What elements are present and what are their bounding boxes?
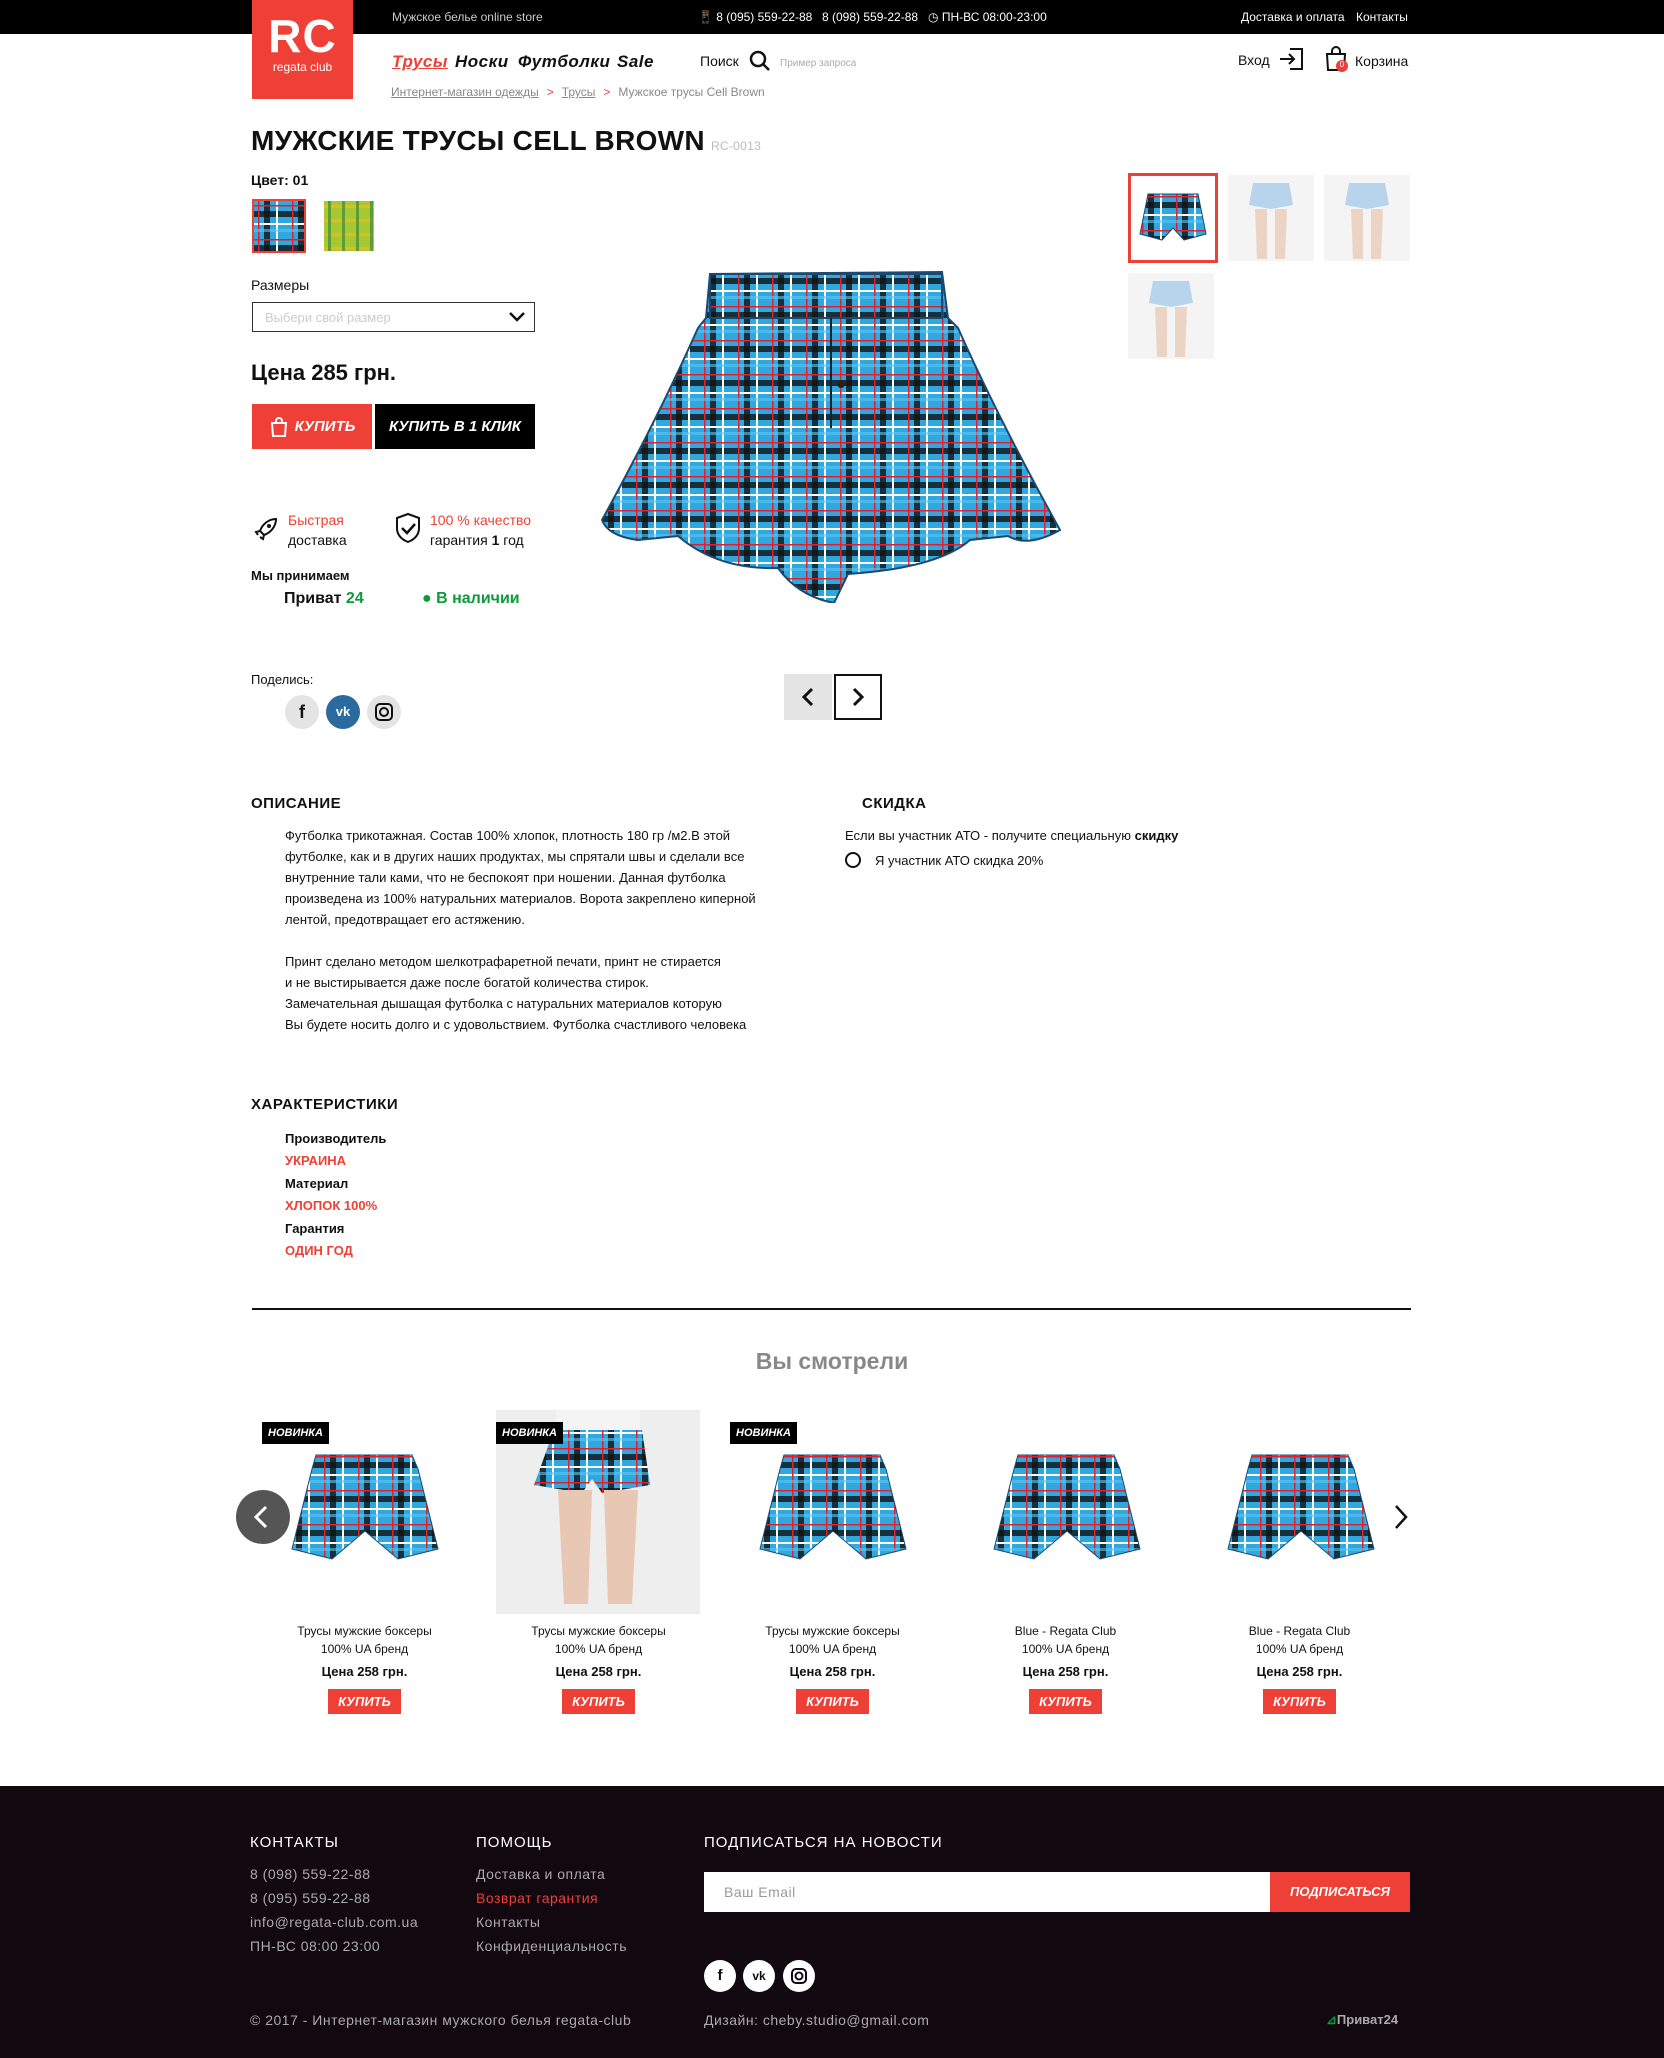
- discount-title: СКИДКА: [862, 795, 927, 812]
- share-label: Поделись:: [251, 672, 314, 687]
- login-icon[interactable]: [1278, 47, 1304, 71]
- stock-status: ● В наличии: [422, 590, 520, 607]
- footer-news-title: ПОДПИСАТЬСЯ НА НОВОСТИ: [704, 1834, 943, 1851]
- fast-delivery: Быстрая доставка: [288, 512, 347, 548]
- discount-text: Если вы участник АТО - получите специальную скидку: [845, 828, 1179, 843]
- thumbnail-4[interactable]: [1128, 273, 1214, 359]
- cart-link[interactable]: Корзина: [1355, 53, 1409, 69]
- footer: [0, 1786, 1664, 2058]
- chevron-left-icon: [236, 1490, 290, 1544]
- shield-check-icon: [393, 512, 423, 544]
- product-card: Трусы мужские боксеры 100% UA бренд Цена 258 грн. КУПИТЬ: [496, 1622, 701, 1714]
- card-buy-button[interactable]: КУПИТЬ: [328, 1689, 401, 1714]
- footer-privacy-link[interactable]: Конфиденциальность: [476, 1938, 628, 1954]
- footer-contacts-title: КОНТАКТЫ: [250, 1834, 339, 1851]
- vk-icon[interactable]: vk: [326, 695, 360, 729]
- footer-phone-2[interactable]: 8 (095) 559-22-88: [250, 1890, 371, 1906]
- copyright: © 2017 - Интернет-магазин мужского белья regata-club: [250, 2012, 632, 2028]
- ato-radio[interactable]: [845, 852, 861, 868]
- search-label: Поиск: [700, 53, 739, 69]
- carousel-prev-button[interactable]: [236, 1490, 290, 1544]
- facebook-icon[interactable]: f: [285, 695, 319, 729]
- thumbnail-3[interactable]: [1324, 175, 1410, 261]
- card-buy-button[interactable]: КУПИТЬ: [1029, 1689, 1102, 1714]
- breadcrumb-home[interactable]: Интернет-магазин одежды: [391, 85, 539, 99]
- thumbnail-1[interactable]: [1128, 173, 1218, 263]
- search-input[interactable]: Пример запроса: [780, 58, 857, 69]
- nav-sale[interactable]: Sale: [617, 52, 654, 71]
- size-select[interactable]: Выбери свой размер: [252, 302, 535, 332]
- top-delivery-link[interactable]: Доставка и оплата: [1241, 10, 1345, 24]
- chevron-left-icon: [784, 674, 832, 720]
- footer-hours: ПН-ВС 08:00 23:00: [250, 1938, 381, 1954]
- page-title: МУЖСКИЕ ТРУСЫ CELL BROWN RC-0013: [251, 125, 762, 156]
- phone-1[interactable]: 📱 8 (095) 559-22-88: [698, 10, 813, 24]
- login-link[interactable]: Вход: [1238, 52, 1270, 68]
- accept-label: Мы принимаем: [251, 568, 350, 583]
- footer-instagram-icon[interactable]: [783, 1960, 815, 1992]
- nav-socks[interactable]: Носки: [455, 52, 509, 71]
- description-text: Футболка трикотажная. Состав 100% хлопок, плотность 180 гр /м2.В этой футболке, как и в других наших продуктах, мы спрятали швы и сделали все внутренние тали ками, что не беспокоят при ношении. Данная футболка произведена из 100% натуральних материалов. Ворота закреплено киперной лентой, предотвращает его астяжению. Принт сделано методом шелкотрафаретной печати, принт не стирается и не выстирывается даже после богатой количества стирок. Замечательная дышащая футболка с натуральних материалов которую Вы будете носить долго и с удовольствием. Футболка счастливого человека: [285, 828, 756, 1032]
- logo-name: regata club: [272, 60, 333, 74]
- chevron-right-icon: [836, 676, 880, 718]
- quality-guarantee: 100 % качество гарантия 1 год: [430, 512, 532, 548]
- breadcrumb: Интернет-магазин одежды > Трусы > Мужское трусы Cell Brown: [391, 85, 765, 99]
- top-contacts-link[interactable]: Контакты: [1356, 10, 1408, 24]
- search-icon[interactable]: [749, 50, 771, 72]
- color-label: Цвет: 01: [251, 172, 309, 188]
- instagram-icon[interactable]: [367, 695, 401, 729]
- card-buy-button[interactable]: КУПИТЬ: [1263, 1689, 1336, 1714]
- color-swatch-1[interactable]: [252, 199, 306, 253]
- product-thumb[interactable]: [286, 1452, 442, 1567]
- sizes-label: Размеры: [251, 277, 310, 293]
- product-thumb[interactable]: [754, 1452, 910, 1567]
- privat-logo: Приват 24: [284, 590, 364, 607]
- design-credit[interactable]: Дизайн: cheby.studio@gmail.com: [704, 2012, 930, 2028]
- characteristics-title: ХАРАКТЕРИСТИКИ: [251, 1096, 399, 1113]
- description-title: ОПИСАНИЕ: [251, 795, 342, 812]
- color-swatch-2[interactable]: [322, 199, 376, 253]
- footer-vk-icon[interactable]: vk: [743, 1960, 775, 1992]
- product-image: [598, 268, 1064, 603]
- card-buy-button[interactable]: КУПИТЬ: [562, 1689, 635, 1714]
- card-buy-button[interactable]: КУПИТЬ: [796, 1689, 869, 1714]
- divider: [252, 1308, 1411, 1310]
- carousel-next-icon[interactable]: [1390, 1502, 1412, 1532]
- image-next-button[interactable]: [834, 674, 882, 720]
- hours: ◷ ПН-ВС 08:00-23:00: [928, 10, 1047, 24]
- footer-help-title: ПОМОЩЬ: [476, 1834, 553, 1851]
- logo[interactable]: [252, 0, 353, 99]
- characteristics-list: Пpоизводитель УКРАИНА Материал ХЛОПОК 100% Гарантия ОДИН ГОД: [285, 1131, 387, 1258]
- new-badge: НОВИНКА: [730, 1422, 797, 1444]
- product-thumb[interactable]: [988, 1452, 1144, 1567]
- ato-option-label: Я участник АТО скидка 20%: [875, 853, 1044, 868]
- thumbnail-2[interactable]: [1228, 175, 1314, 261]
- logo-mark: RC: [268, 10, 337, 62]
- footer-email[interactable]: info@regata-club.com.ua: [250, 1914, 419, 1930]
- viewed-title: Вы смотрели: [755, 1348, 909, 1374]
- cart-count: 0: [1339, 60, 1345, 69]
- product-card: Blue - Regata Club 100% UA бренд Цена 258 грн. КУПИТЬ: [963, 1622, 1168, 1714]
- rocket-icon: [252, 515, 280, 543]
- nav-tshirts[interactable]: Футболки: [518, 52, 611, 71]
- footer-returns-link[interactable]: Возврат гарантия: [476, 1890, 599, 1906]
- bag-icon: [269, 416, 289, 438]
- buy-one-click-button[interactable]: КУПИТЬ В 1 КЛИК: [375, 404, 535, 449]
- new-badge: НОВИНКА: [262, 1422, 329, 1444]
- footer-contacts-link[interactable]: Контакты: [476, 1914, 541, 1930]
- tagline: Мужское белье online store: [392, 10, 543, 24]
- sku: RC-0013: [710, 139, 762, 153]
- image-prev-button[interactable]: [784, 674, 832, 720]
- price: Цена 285 грн.: [251, 360, 397, 385]
- footer-facebook-icon[interactable]: f: [704, 1960, 736, 1992]
- breadcrumb-current: Мужское трусы Cell Brown: [618, 85, 765, 99]
- new-badge: НОВИНКА: [496, 1422, 563, 1444]
- phone-2[interactable]: 8 (098) 559-22-88: [822, 10, 919, 24]
- chevron-down-icon: [508, 311, 526, 323]
- product-card: Blue - Regata Club 100% UA бренд Цена 258 грн. КУПИТЬ: [1197, 1622, 1402, 1714]
- product-thumb[interactable]: [1222, 1452, 1378, 1567]
- top-bar: [0, 0, 1664, 34]
- footer-phone-1[interactable]: 8 (098) 559-22-88: [250, 1866, 371, 1882]
- buy-button[interactable]: КУПИТЬ: [252, 404, 372, 449]
- breadcrumb-section[interactable]: Трусы: [561, 85, 596, 99]
- nav-underwear[interactable]: Трусы: [392, 52, 448, 71]
- subscribe-button[interactable]: ПОДПИСАТЬСЯ: [1270, 1872, 1410, 1912]
- product-card: Трусы мужские боксеры 100% UA бренд Цена 258 грн. КУПИТЬ: [262, 1622, 467, 1714]
- email-input[interactable]: Ваш Email: [704, 1872, 1270, 1912]
- footer-delivery-link[interactable]: Доставка и оплата: [476, 1866, 606, 1882]
- product-card: Трусы мужские боксеры 100% UA бренд Цена 258 грн. КУПИТЬ: [730, 1622, 935, 1714]
- footer-privat-logo: ⊿Приват24: [1326, 2012, 1399, 2027]
